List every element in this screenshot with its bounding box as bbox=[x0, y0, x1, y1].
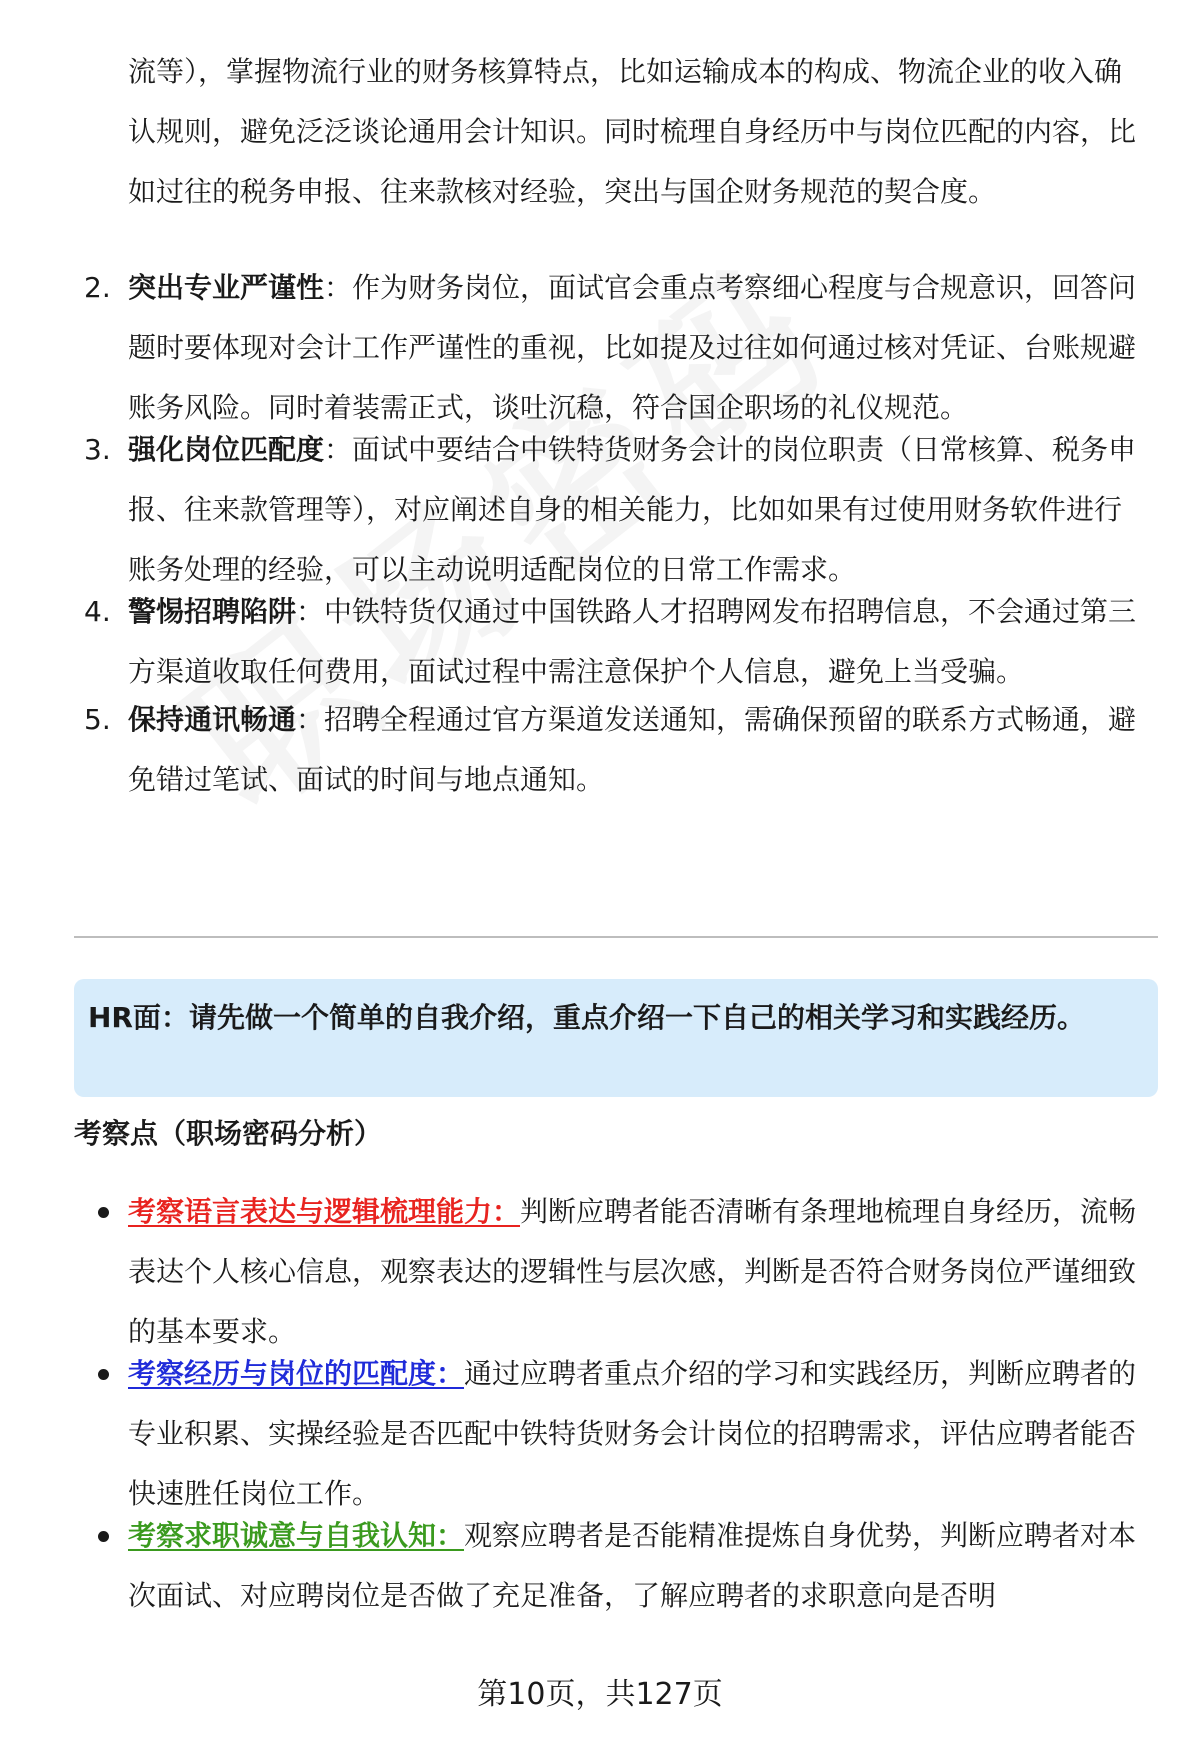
tip-text: ：作为财务岗位，面试官会重点考察细心程度与合规意识，回答问题时要体现对会计工作严谨性的重视，比如提及过往如何通过核对凭证、台账规避账务风险。同时着装需正式，谈吐沉稳，符合国企职场的礼仪规范。 bbox=[128, 271, 1137, 424]
tip-title: 突出专业严谨性 bbox=[128, 271, 325, 304]
tip-item-4 bbox=[84, 582, 1148, 702]
bullet-icon bbox=[98, 1369, 109, 1380]
tip-number: 3. bbox=[84, 433, 111, 466]
tip-text: ：招聘全程通过官方渠道发送通知，需确保预留的联系方式畅通，避免错过笔试、面试的时间与地点通知。 bbox=[128, 703, 1137, 796]
tip-item-5 bbox=[84, 690, 1148, 810]
bullet-icon bbox=[98, 1207, 109, 1218]
page-footer: 第10页，共127页 bbox=[477, 1677, 723, 1712]
point-keyword: 考察经历与岗位的匹配度： bbox=[128, 1357, 465, 1390]
point-text: 通过应聘者重点介绍的学习和实践经历，判断应聘者的专业积累、实操经验是否匹配中铁特货财务会计岗位的招聘需求，评估应聘者能否快速胜任岗位工作。 bbox=[128, 1357, 1137, 1510]
tip-title: 强化岗位匹配度 bbox=[128, 433, 325, 466]
point-keyword: 考察求职诚意与自我认知： bbox=[128, 1519, 465, 1552]
tip-title: 警惕招聘陷阱 bbox=[128, 595, 297, 628]
tip-number: 2. bbox=[84, 271, 111, 304]
point-item bbox=[84, 1344, 1148, 1524]
tip-number: 5. bbox=[84, 703, 111, 736]
bullet-icon bbox=[98, 1531, 109, 1542]
section-divider bbox=[74, 936, 1158, 938]
tip-item-3 bbox=[84, 420, 1148, 600]
tip-item-2 bbox=[84, 258, 1148, 438]
section-title: 考察点（职场密码分析） bbox=[74, 1117, 383, 1150]
tip-number: 4. bbox=[84, 595, 111, 628]
tip-title: 保持通讯畅通 bbox=[128, 703, 297, 736]
tip-text: ：中铁特货仅通过中国铁路人才招聘网发布招聘信息，不会通过第三方渠道收取任何费用，面试过程中需注意保护个人信息，避免上当受骗。 bbox=[128, 595, 1137, 688]
point-text: 判断应聘者能否清晰有条理地梳理自身经历，流畅表达个人核心信息，观察表达的逻辑性与层次感，判断是否符合财务岗位严谨细致的基本要求。 bbox=[128, 1195, 1137, 1348]
tip-text: ：面试中要结合中铁特货财务会计的岗位职责（日常核算、税务申报、往来款管理等），对应阐述自身的相关能力，比如如果有过使用财务软件进行账务处理的经验，可以主动说明适配岗位的日常工作需求。 bbox=[128, 433, 1137, 586]
point-keyword: 考察语言表达与逻辑梳理能力： bbox=[128, 1195, 521, 1228]
interview-question: HR面：请先做一个简单的自我介绍，重点介绍一下自己的相关学习和实践经历。 bbox=[88, 1001, 1085, 1034]
intro-paragraph: 流等），掌握物流行业的财务核算特点，比如运输成本的构成、物流企业的收入确认规则，避免泛泛谈论通用会计知识。同时梳理自身经历中与岗位匹配的内容，比如过往的税务申报、往来款核对经验，突出与国企财务规范的契合度。 bbox=[128, 55, 1137, 208]
point-item bbox=[84, 1182, 1148, 1362]
point-item bbox=[84, 1506, 1148, 1626]
point-text: 观察应聘者是否能精准提炼自身优势，判断应聘者对本次面试、对应聘岗位是否做了充足准备，了解应聘者的求职意向是否明 bbox=[128, 1519, 1137, 1612]
interview-question-box bbox=[74, 979, 1158, 1097]
